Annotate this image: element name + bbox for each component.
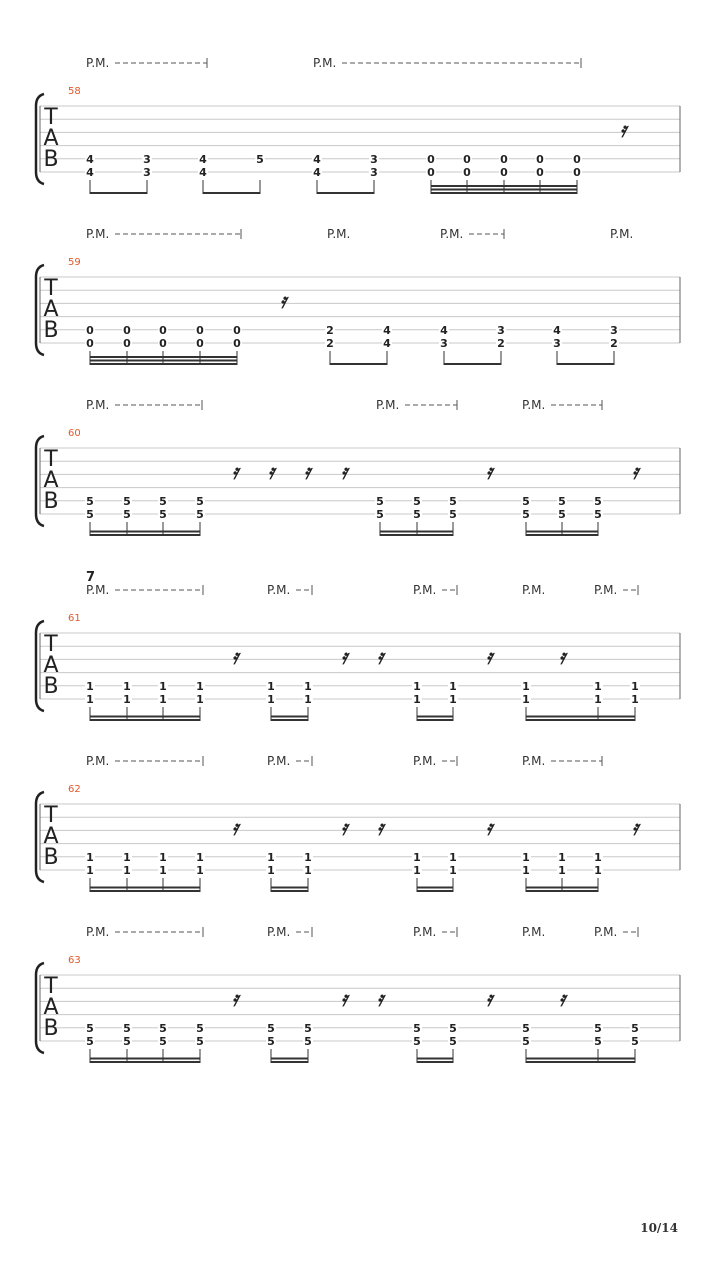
tab-clef-letter: A bbox=[43, 126, 59, 151]
rest-symbol: 𝄿 bbox=[340, 986, 348, 1011]
rest-symbol: 𝄿 bbox=[485, 986, 493, 1011]
fret-number: 1 bbox=[159, 850, 167, 864]
tab-clef-letter: B bbox=[43, 489, 59, 514]
fret-number: 1 bbox=[413, 693, 421, 706]
tab-clef-letter: B bbox=[43, 674, 59, 699]
fret-number: 0 bbox=[86, 323, 94, 337]
rest-symbol: 𝄿 bbox=[267, 459, 275, 484]
fret-number: 1 bbox=[86, 850, 94, 864]
fret-number: 5 bbox=[86, 508, 94, 521]
fret-number: 0 bbox=[159, 323, 167, 337]
fret-number: 1 bbox=[267, 864, 275, 877]
fret-number: 5 bbox=[522, 1021, 530, 1035]
fret-number: 5 bbox=[594, 508, 602, 521]
palm-mute-label: P.M. bbox=[413, 754, 437, 768]
fret-number: 1 bbox=[159, 679, 167, 693]
fret-number: 4 bbox=[313, 166, 321, 179]
fret-number: 5 bbox=[159, 1035, 167, 1048]
fret-number: 5 bbox=[413, 1021, 421, 1035]
fret-number: 0 bbox=[536, 152, 544, 166]
measure-number: 61 bbox=[68, 613, 81, 624]
fret-number: 5 bbox=[123, 1035, 131, 1048]
palm-mute-label: P.M. bbox=[86, 925, 110, 939]
fret-number: 1 bbox=[558, 850, 566, 864]
palm-mute-label: P.M. bbox=[86, 56, 110, 70]
page-number: 10/14 bbox=[640, 1221, 678, 1235]
rest-symbol: 𝄿 bbox=[376, 986, 384, 1011]
rest-symbol: 𝄿 bbox=[631, 459, 639, 484]
rest-symbol: 𝄿 bbox=[558, 644, 566, 669]
fret-number: 5 bbox=[594, 1021, 602, 1035]
fret-number: 0 bbox=[427, 152, 435, 166]
palm-mute-label: P.M. bbox=[610, 227, 634, 241]
tab-clef-letter: T bbox=[44, 803, 58, 828]
fret-number: 0 bbox=[233, 337, 241, 350]
tab-clef-letter: T bbox=[44, 276, 58, 301]
rest-symbol: 𝄿 bbox=[485, 459, 493, 484]
fret-number: 0 bbox=[536, 166, 544, 179]
fret-number: 5 bbox=[413, 494, 421, 508]
rest-symbol: 𝄿 bbox=[231, 986, 239, 1011]
section-marker: 7 bbox=[86, 570, 96, 585]
fret-number: 1 bbox=[558, 864, 566, 877]
tab-clef-letter: B bbox=[43, 1016, 59, 1041]
rest-symbol: 𝄿 bbox=[485, 644, 493, 669]
fret-number: 1 bbox=[196, 693, 204, 706]
fret-number: 1 bbox=[449, 850, 457, 864]
fret-number: 1 bbox=[304, 864, 312, 877]
measure-number: 58 bbox=[68, 86, 81, 97]
fret-number: 0 bbox=[500, 152, 508, 166]
fret-number: 1 bbox=[413, 850, 421, 864]
fret-number: 5 bbox=[631, 1035, 639, 1048]
fret-number: 5 bbox=[196, 1035, 204, 1048]
rest-symbol: 𝄿 bbox=[340, 459, 348, 484]
fret-number: 5 bbox=[256, 152, 264, 166]
fret-number: 1 bbox=[123, 693, 131, 706]
fret-number: 1 bbox=[522, 693, 530, 706]
fret-number: 4 bbox=[86, 152, 94, 166]
fret-number: 1 bbox=[123, 679, 131, 693]
tab-clef-letter: B bbox=[43, 147, 59, 172]
fret-number: 1 bbox=[594, 864, 602, 877]
fret-number: 5 bbox=[123, 508, 131, 521]
fret-number: 5 bbox=[413, 1035, 421, 1048]
fret-number: 5 bbox=[123, 1021, 131, 1035]
palm-mute-label: P.M. bbox=[522, 583, 546, 597]
fret-number: 1 bbox=[631, 679, 639, 693]
fret-number: 3 bbox=[610, 323, 618, 337]
fret-number: 1 bbox=[304, 693, 312, 706]
fret-number: 3 bbox=[143, 166, 151, 179]
fret-number: 5 bbox=[558, 494, 566, 508]
fret-number: 1 bbox=[522, 679, 530, 693]
fret-number: 0 bbox=[427, 166, 435, 179]
fret-number: 5 bbox=[449, 1021, 457, 1035]
fret-number: 2 bbox=[610, 337, 618, 350]
fret-number: 1 bbox=[594, 850, 602, 864]
fret-number: 5 bbox=[196, 1021, 204, 1035]
fret-number: 3 bbox=[553, 337, 561, 350]
palm-mute-label: P.M. bbox=[522, 925, 546, 939]
rest-symbol: 𝄿 bbox=[340, 644, 348, 669]
fret-number: 1 bbox=[159, 693, 167, 706]
palm-mute-label: P.M. bbox=[413, 583, 437, 597]
fret-number: 0 bbox=[573, 166, 581, 179]
fret-number: 5 bbox=[449, 508, 457, 521]
fret-number: 5 bbox=[159, 508, 167, 521]
palm-mute-label: P.M. bbox=[267, 925, 291, 939]
fret-number: 1 bbox=[413, 864, 421, 877]
fret-number: 5 bbox=[631, 1021, 639, 1035]
fret-number: 1 bbox=[86, 693, 94, 706]
fret-number: 5 bbox=[449, 1035, 457, 1048]
fret-number: 0 bbox=[123, 323, 131, 337]
fret-number: 5 bbox=[594, 1035, 602, 1048]
fret-number: 1 bbox=[449, 679, 457, 693]
fret-number: 4 bbox=[199, 152, 207, 166]
fret-number: 2 bbox=[497, 337, 505, 350]
palm-mute-label: P.M. bbox=[86, 398, 110, 412]
tab-clef-letter: A bbox=[43, 995, 59, 1020]
tab-system bbox=[36, 925, 680, 1063]
fret-number: 1 bbox=[631, 693, 639, 706]
palm-mute-label: P.M. bbox=[522, 398, 546, 412]
fret-number: 5 bbox=[267, 1035, 275, 1048]
measure-number: 62 bbox=[68, 784, 81, 795]
fret-number: 1 bbox=[267, 850, 275, 864]
palm-mute-label: P.M. bbox=[594, 583, 618, 597]
rest-symbol: 𝄿 bbox=[279, 288, 287, 313]
rest-symbol: 𝄿 bbox=[231, 644, 239, 669]
fret-number: 1 bbox=[267, 693, 275, 706]
palm-mute-label: P.M. bbox=[440, 227, 464, 241]
tab-clef-letter: T bbox=[44, 632, 58, 657]
tab-clef-letter: A bbox=[43, 468, 59, 493]
tab-system bbox=[36, 570, 680, 721]
palm-mute-label: P.M. bbox=[86, 227, 110, 241]
fret-number: 0 bbox=[159, 337, 167, 350]
fret-number: 0 bbox=[86, 337, 94, 350]
fret-number: 1 bbox=[413, 679, 421, 693]
fret-number: 5 bbox=[522, 1035, 530, 1048]
tab-clef-letter: A bbox=[43, 824, 59, 849]
fret-number: 1 bbox=[123, 864, 131, 877]
fret-number: 0 bbox=[196, 323, 204, 337]
tab-clef-letter: T bbox=[44, 105, 58, 130]
rest-symbol: 𝄿 bbox=[376, 644, 384, 669]
fret-number: 1 bbox=[594, 693, 602, 706]
rest-symbol: 𝄿 bbox=[631, 815, 639, 840]
measure-number: 63 bbox=[68, 955, 81, 966]
fret-number: 4 bbox=[440, 323, 448, 337]
fret-number: 5 bbox=[86, 494, 94, 508]
measure-number: 60 bbox=[68, 428, 81, 439]
fret-number: 2 bbox=[326, 323, 334, 337]
fret-number: 0 bbox=[573, 152, 581, 166]
fret-number: 1 bbox=[267, 679, 275, 693]
tab-clef-letter: B bbox=[43, 318, 59, 343]
fret-number: 1 bbox=[304, 850, 312, 864]
palm-mute-label: P.M. bbox=[594, 925, 618, 939]
rest-symbol: 𝄿 bbox=[231, 815, 239, 840]
fret-number: 0 bbox=[196, 337, 204, 350]
palm-mute-label: P.M. bbox=[522, 754, 546, 768]
fret-number: 1 bbox=[86, 864, 94, 877]
tab-clef-letter: T bbox=[44, 447, 58, 472]
fret-number: 2 bbox=[326, 337, 334, 350]
tab-system bbox=[36, 398, 680, 536]
fret-number: 5 bbox=[267, 1021, 275, 1035]
rest-symbol: 𝄿 bbox=[376, 815, 384, 840]
fret-number: 4 bbox=[553, 323, 561, 337]
fret-number: 1 bbox=[449, 864, 457, 877]
tab-clef-letter: T bbox=[44, 974, 58, 999]
fret-number: 5 bbox=[558, 508, 566, 521]
fret-number: 1 bbox=[522, 864, 530, 877]
rest-symbol: 𝄿 bbox=[340, 815, 348, 840]
fret-number: 5 bbox=[522, 508, 530, 521]
fret-number: 4 bbox=[199, 166, 207, 179]
fret-number: 5 bbox=[304, 1035, 312, 1048]
palm-mute-label: P.M. bbox=[413, 925, 437, 939]
fret-number: 4 bbox=[383, 323, 391, 337]
fret-number: 5 bbox=[413, 508, 421, 521]
fret-number: 5 bbox=[196, 508, 204, 521]
fret-number: 3 bbox=[370, 166, 378, 179]
fret-number: 0 bbox=[463, 152, 471, 166]
fret-number: 5 bbox=[304, 1021, 312, 1035]
fret-number: 5 bbox=[376, 494, 384, 508]
fret-number: 0 bbox=[463, 166, 471, 179]
palm-mute-label: P.M. bbox=[376, 398, 400, 412]
fret-number: 4 bbox=[383, 337, 391, 350]
fret-number: 1 bbox=[123, 850, 131, 864]
fret-number: 1 bbox=[594, 679, 602, 693]
fret-number: 0 bbox=[123, 337, 131, 350]
tab-system bbox=[36, 227, 680, 365]
fret-number: 1 bbox=[86, 679, 94, 693]
fret-number: 1 bbox=[304, 679, 312, 693]
fret-number: 5 bbox=[86, 1035, 94, 1048]
rest-symbol: 𝄿 bbox=[485, 815, 493, 840]
measure-number: 59 bbox=[68, 257, 81, 268]
fret-number: 5 bbox=[159, 1021, 167, 1035]
fret-number: 0 bbox=[500, 166, 508, 179]
fret-number: 4 bbox=[86, 166, 94, 179]
fret-number: 5 bbox=[594, 494, 602, 508]
tab-system bbox=[36, 754, 680, 892]
fret-number: 1 bbox=[196, 850, 204, 864]
palm-mute-label: P.M. bbox=[313, 56, 337, 70]
fret-number: 1 bbox=[159, 864, 167, 877]
tab-clef-letter: A bbox=[43, 653, 59, 678]
fret-number: 4 bbox=[313, 152, 321, 166]
fret-number: 1 bbox=[196, 679, 204, 693]
fret-number: 5 bbox=[196, 494, 204, 508]
palm-mute-label: P.M. bbox=[327, 227, 351, 241]
rest-symbol: 𝄿 bbox=[303, 459, 311, 484]
fret-number: 5 bbox=[159, 494, 167, 508]
fret-number: 1 bbox=[196, 864, 204, 877]
fret-number: 0 bbox=[233, 323, 241, 337]
fret-number: 3 bbox=[497, 323, 505, 337]
fret-number: 5 bbox=[376, 508, 384, 521]
tab-clef-letter: B bbox=[43, 845, 59, 870]
fret-number: 5 bbox=[522, 494, 530, 508]
rest-symbol: 𝄿 bbox=[558, 986, 566, 1011]
fret-number: 5 bbox=[123, 494, 131, 508]
fret-number: 3 bbox=[440, 337, 448, 350]
tab-clef-letter: A bbox=[43, 297, 59, 322]
rest-symbol: 𝄿 bbox=[231, 459, 239, 484]
tab-system bbox=[36, 56, 680, 194]
fret-number: 3 bbox=[143, 152, 151, 166]
fret-number: 1 bbox=[449, 693, 457, 706]
palm-mute-label: P.M. bbox=[267, 754, 291, 768]
palm-mute-label: P.M. bbox=[86, 583, 110, 597]
fret-number: 5 bbox=[449, 494, 457, 508]
palm-mute-label: P.M. bbox=[86, 754, 110, 768]
fret-number: 1 bbox=[522, 850, 530, 864]
rest-symbol: 𝄿 bbox=[619, 117, 627, 142]
fret-number: 5 bbox=[86, 1021, 94, 1035]
palm-mute-label: P.M. bbox=[267, 583, 291, 597]
fret-number: 3 bbox=[370, 152, 378, 166]
